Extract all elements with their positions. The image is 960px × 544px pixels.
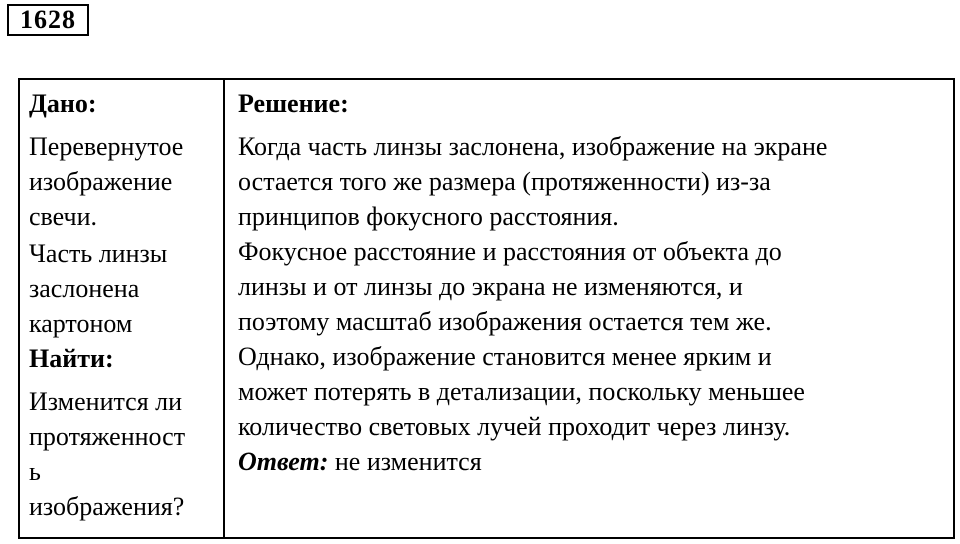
solution-line: остается того же размера (протяженности) из-за (238, 167, 771, 196)
given-item (29, 236, 223, 341)
given-line: заслонена (29, 274, 140, 303)
answer-line (238, 444, 953, 479)
solution-heading: Решение: (238, 89, 349, 118)
solution-line: Фокусное расстояние и расстояния от объекта до (238, 237, 782, 266)
given-line: свечи. (29, 202, 98, 231)
given-line: Часть линзы (29, 239, 168, 268)
given-line: изображение (29, 167, 173, 196)
solution-line: принципов фокусного расстояния. (238, 202, 619, 231)
find-heading: Найти: (29, 344, 114, 373)
solution-line: количество световых лучей проходит через линзу. (238, 412, 791, 441)
solution-line: может потерять в детализации, поскольку меньшее (238, 377, 805, 406)
solution-body (238, 129, 953, 479)
problem-number: 1628 (7, 4, 89, 36)
given-line: Перевернутое (29, 132, 184, 161)
solution-line: Когда часть линзы заслонена, изображение на экране (238, 132, 828, 161)
find-line: изображения? (29, 492, 185, 521)
given-item (29, 129, 223, 234)
solution-column (225, 80, 953, 537)
find-line: Изменится ли (29, 387, 183, 416)
given-column (20, 80, 225, 537)
find-line: протяженност (29, 422, 186, 451)
solution-line: линзы и от линзы до экрана не изменяются, и (238, 272, 743, 301)
given-heading: Дано: (29, 89, 97, 118)
solution-table (18, 78, 955, 539)
find-item (29, 384, 223, 524)
answer-text: не изменится (328, 447, 482, 476)
solution-line: Однако, изображение становится менее ярким и (238, 342, 772, 371)
answer-label: Ответ: (238, 447, 329, 476)
given-line: картоном (29, 309, 133, 338)
solution-line: поэтому масштаб изображения остается тем же. (238, 307, 772, 336)
find-line: ь (29, 457, 41, 486)
